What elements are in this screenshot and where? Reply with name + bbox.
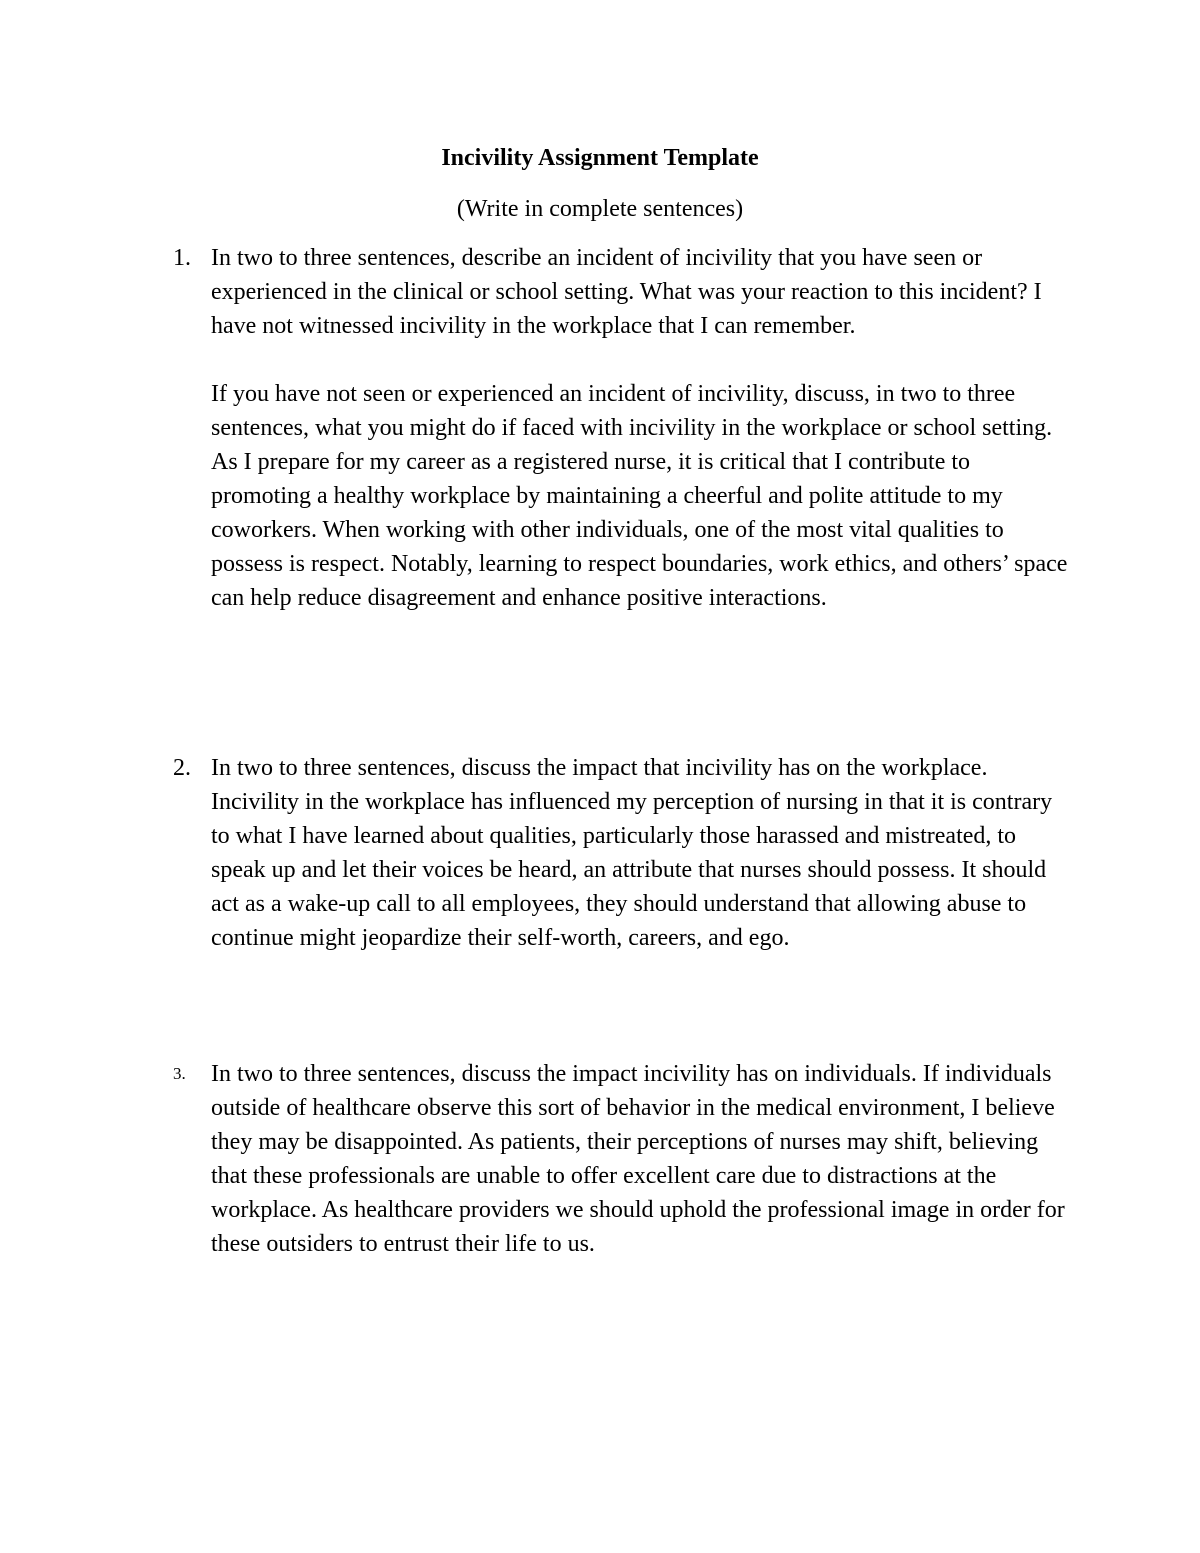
document-subtitle: (Write in complete sentences) <box>456 196 744 222</box>
question-paragraph: In two to three sentences, discuss the impact incivility has on individuals. If individuals outside of healthcare observe this sort of behavior in the medical environment, I believe they may be disappointed. As patients, their perceptions of nurses may shift, believing that these professionals are unable to offer excellent care due to distractions at the workplace. As healthcare providers we should uphold the professional image in order for these outsiders to entrust their life to us. <box>211 1061 1065 1257</box>
item-number: 2. <box>173 755 191 781</box>
document-title: Incivility Assignment Template <box>441 145 759 171</box>
question-item-3 <box>173 1057 1071 1261</box>
item-number: 1. <box>173 245 191 271</box>
question-paragraph: In two to three sentences, describe an incident of incivility that you have seen or experienced in the clinical or school setting. What was your reaction to this incident? I have not witnessed incivility in the workplace that I can remember. <box>211 245 1042 339</box>
question-paragraph: If you have not seen or experienced an incident of incivility, discuss, in two to three sentences, what you might do if faced with incivility in the workplace or school setting. As I prepare for my career as a registered nurse, it is critical that I contribute to promoting a healthy workplace by maintaining a cheerful and polite attitude to my coworkers. When working with other individuals, one of the most vital qualities to possess is respect. Notably, learning to respect boundaries, work ethics, and others’ space can help reduce disagreement and enhance positive interactions. <box>211 381 1068 611</box>
item-number: 3. <box>173 1064 186 1083</box>
question-item-2 <box>173 751 1071 955</box>
question-paragraph: In two to three sentences, discuss the impact that incivility has on the workplace. Incivility in the workplace has influenced my perception of nursing in that it is contrary to what I have learned about qualities, particularly those harassed and mistreated, to speak up and let their voices be heard, an attribute that nurses should possess. It should act as a wake-up call to all employees, they should understand that allowing abuse to continue might jeopardize their self-worth, careers, and ego. <box>211 755 1053 951</box>
question-item-1 <box>173 241 1071 615</box>
